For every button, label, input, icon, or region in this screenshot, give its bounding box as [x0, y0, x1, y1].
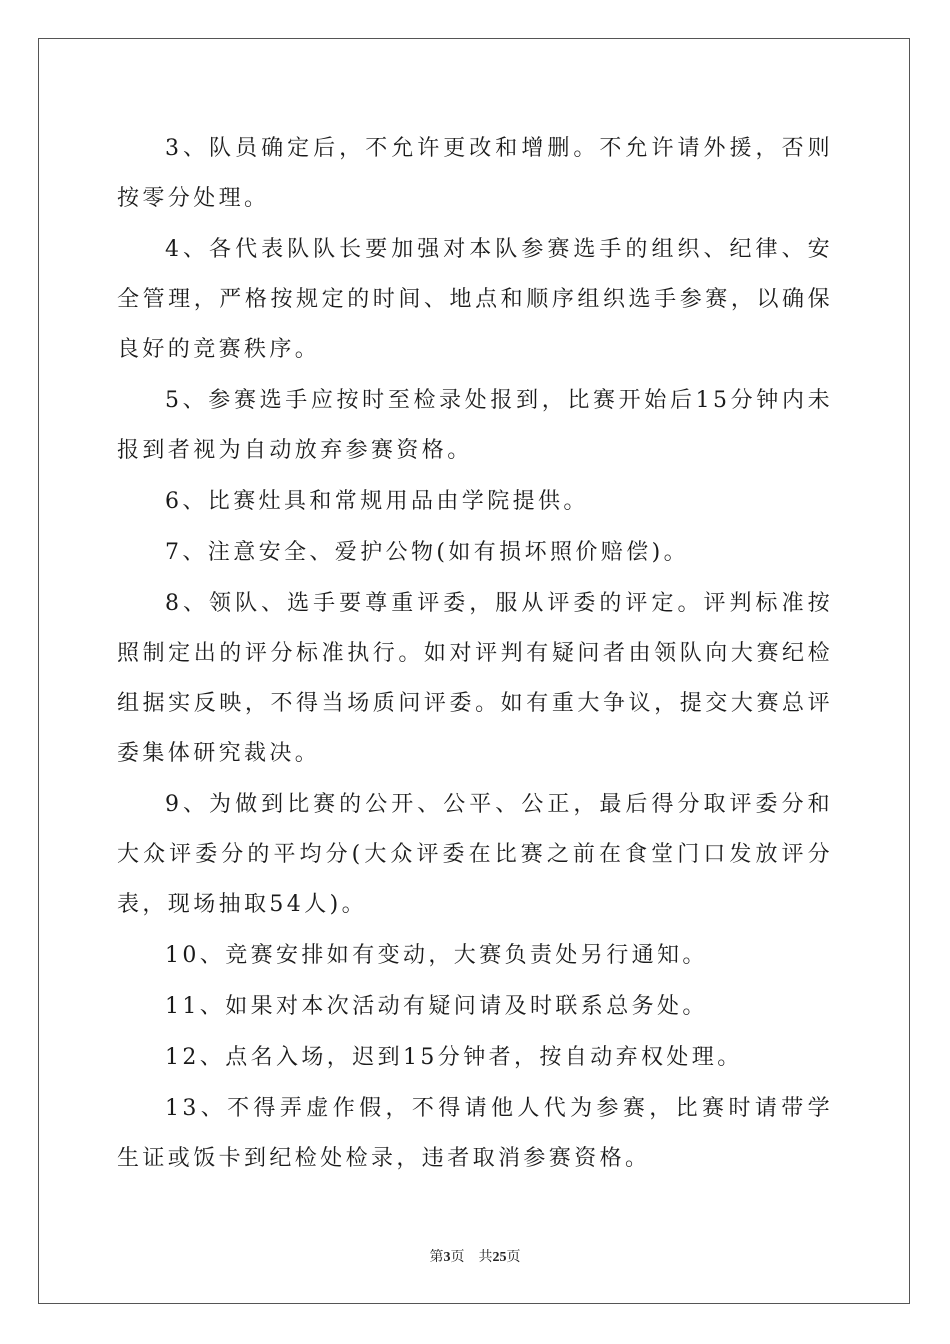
rule-paragraph-8: 8、领队、选手要尊重评委，服从评委的评定。评判标准按照制定出的评分标准执行。如对评判有疑问者由领队向大赛纪检组据实反映，不得当场质问评委。如有重大争议，提交大赛总评委集体研究裁决。	[117, 591, 833, 766]
document-body	[117, 124, 833, 1184]
rule-paragraph-11: 11、如果对本次活动有疑问请及时联系总务处。	[165, 994, 708, 1019]
rule-paragraph-5: 5、参赛选手应按时至检录处报到，比赛开始后15分钟内未报到者视为自动放弃参赛资格。	[117, 388, 833, 463]
rule-paragraph-3: 3、队员确定后，不允许更改和增删。不允许请外援，否则按零分处理。	[117, 136, 833, 211]
rule-paragraph-7: 7、注意安全、爱护公物(如有损坏照价赔偿)。	[165, 540, 689, 565]
page-prefix: 第	[429, 1249, 444, 1265]
rule-paragraph-6: 6、比赛灶具和常规用品由学院提供。	[165, 489, 589, 514]
total-pages: 25	[492, 1250, 507, 1265]
rule-paragraph-4: 4、各代表队队长要加强对本队参赛选手的组织、纪律、安全管理，严格按规定的时间、地点和顺序组织选手参赛，以确保良好的竞赛秩序。	[117, 237, 833, 362]
total-prefix: 共	[478, 1249, 493, 1265]
rule-paragraph-9: 9、为做到比赛的公开、公平、公正，最后得分取评委分和大众评委分的平均分(大众评委在比赛之前在食堂门口发放评分表，现场抽取54人)。	[117, 792, 833, 917]
page-suffix: 页	[450, 1249, 465, 1265]
rule-paragraph-10: 10、竞赛安排如有变动，大赛负责处另行通知。	[165, 943, 708, 968]
page-number: 3	[443, 1250, 451, 1265]
rule-paragraph-13: 13、不得弄虚作假，不得请他人代为参赛，比赛时请带学生证或饭卡到纪检处检录，违者取消参赛资格。	[117, 1096, 833, 1171]
total-suffix: 页	[506, 1249, 521, 1265]
rule-paragraph-12: 12、点名入场，迟到15分钟者，按自动弃权处理。	[165, 1045, 743, 1070]
page-footer	[0, 1246, 950, 1266]
